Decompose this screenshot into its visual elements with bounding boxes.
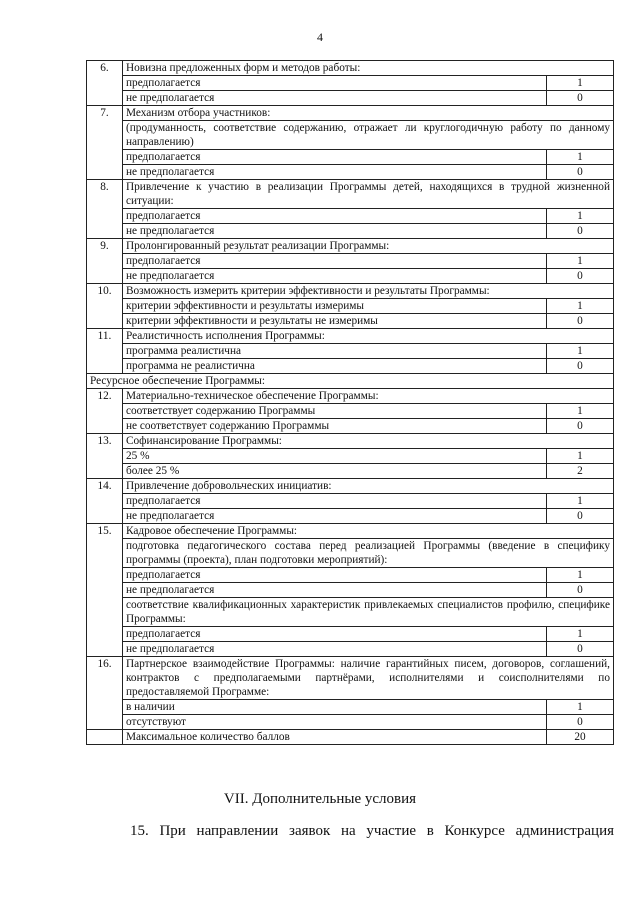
table-row [87, 434, 614, 449]
criterion-number: 8. [87, 180, 123, 239]
table-row [87, 91, 614, 106]
option-score: 1 [547, 700, 614, 715]
option-label: предполагается [123, 150, 547, 165]
criterion-number: 10. [87, 284, 123, 329]
total-score: 20 [547, 730, 614, 745]
option-score: 0 [547, 642, 614, 657]
table-row [87, 254, 614, 269]
total-label: Максимальное количество баллов [123, 730, 547, 745]
criterion-title: Партнерское взаимодействие Программы: наличие гарантийных писем, договоров, соглашений, контрактов с предполагаемыми партнёрами, исполнителями и соисполнителями по предоставляемой Программе: [123, 657, 614, 700]
option-score: 1 [547, 568, 614, 583]
section-title: Ресурсное обеспечение Программы: [87, 374, 614, 389]
option-score: 0 [547, 165, 614, 180]
criterion-description: подготовка педагогического состава перед реализацией Программы (введение в специфику программы (проекта), план подготовки мероприятий): [123, 539, 614, 568]
table-row [87, 419, 614, 434]
criterion-description: соответствие квалификационных характеристик привлекаемых специалистов профилю, специфике Программы: [123, 598, 614, 627]
criterion-title: Привлечение к участию в реализации Программы детей, находящихся в трудной жизненной ситуации: [123, 180, 614, 209]
table-row [87, 479, 614, 494]
criterion-number: 6. [87, 61, 123, 106]
criterion-title: Кадровое обеспечение Программы: [123, 524, 614, 539]
table-row [87, 106, 614, 121]
table-row [87, 598, 614, 627]
option-label: не предполагается [123, 642, 547, 657]
table-row [87, 642, 614, 657]
option-label: предполагается [123, 494, 547, 509]
criterion-number: 9. [87, 239, 123, 284]
option-score: 0 [547, 419, 614, 434]
option-score: 1 [547, 344, 614, 359]
option-score: 0 [547, 359, 614, 374]
table-row [87, 568, 614, 583]
table-row [87, 314, 614, 329]
option-label: 25 % [123, 449, 547, 464]
option-label: предполагается [123, 568, 547, 583]
table-row [87, 657, 614, 700]
table-row [87, 700, 614, 715]
option-label: не предполагается [123, 269, 547, 284]
option-label: отсутствуют [123, 715, 547, 730]
table-row [87, 715, 614, 730]
table-row [87, 224, 614, 239]
table-row [87, 464, 614, 479]
criterion-number: 16. [87, 657, 123, 730]
option-label: критерии эффективности и результаты не измеримы [123, 314, 547, 329]
table-row [87, 627, 614, 642]
table-row [87, 583, 614, 598]
criterion-title: Новизна предложенных форм и методов работы: [123, 61, 614, 76]
criterion-number: 13. [87, 434, 123, 479]
table-row [87, 76, 614, 91]
criterion-title: Материально-техническое обеспечение Программы: [123, 389, 614, 404]
option-label: не предполагается [123, 583, 547, 598]
option-label: программа не реалистична [123, 359, 547, 374]
option-label: более 25 % [123, 464, 547, 479]
option-label: программа реалистична [123, 344, 547, 359]
option-label: не предполагается [123, 224, 547, 239]
criterion-title: Привлечение добровольческих инициатив: [123, 479, 614, 494]
criterion-title: Пролонгированный результат реализации Программы: [123, 239, 614, 254]
total-row [87, 730, 614, 745]
option-score: 0 [547, 269, 614, 284]
option-score: 0 [547, 715, 614, 730]
table-row [87, 359, 614, 374]
option-score: 0 [547, 314, 614, 329]
section-heading: VII. Дополнительные условия [223, 791, 417, 807]
option-score: 1 [547, 209, 614, 224]
table-row [87, 165, 614, 180]
table-row [87, 494, 614, 509]
paragraph-text: 15. При направлении заявок на участие в Конкурсе администрация [130, 823, 614, 839]
table-row [87, 239, 614, 254]
option-score: 1 [547, 404, 614, 419]
criterion-number: 12. [87, 389, 123, 434]
table-row [87, 150, 614, 165]
option-score: 2 [547, 464, 614, 479]
option-label: не предполагается [123, 509, 547, 524]
option-score: 0 [547, 509, 614, 524]
option-label: в наличии [123, 700, 547, 715]
section-row [87, 374, 614, 389]
criterion-title: Софинансирование Программы: [123, 434, 614, 449]
option-score: 1 [547, 627, 614, 642]
option-label: предполагается [123, 254, 547, 269]
option-score: 0 [547, 91, 614, 106]
table-row [87, 524, 614, 539]
table-row [87, 449, 614, 464]
option-label: предполагается [123, 627, 547, 642]
criteria-table [86, 60, 614, 745]
table-row [87, 344, 614, 359]
option-label: не предполагается [123, 165, 547, 180]
option-score: 1 [547, 76, 614, 91]
option-score: 0 [547, 224, 614, 239]
criterion-description: (продуманность, соответствие содержанию, отражает ли круглогодичную работу по данному направлению) [123, 121, 614, 150]
table-row [87, 284, 614, 299]
table-row [87, 61, 614, 76]
criterion-title: Реалистичность исполнения Программы: [123, 329, 614, 344]
page-number: 4 [317, 30, 323, 44]
table-row [87, 209, 614, 224]
table-row [87, 121, 614, 150]
option-score: 1 [547, 449, 614, 464]
table-row [87, 404, 614, 419]
option-label: критерии эффективности и результаты измеримы [123, 299, 547, 314]
option-label: предполагается [123, 209, 547, 224]
option-label: соответствует содержанию Программы [123, 404, 547, 419]
table-row [87, 539, 614, 568]
criterion-number: 15. [87, 524, 123, 657]
criterion-title: Возможность измерить критерии эффективности и результаты Программы: [123, 284, 614, 299]
option-score: 1 [547, 254, 614, 269]
criterion-number: 11. [87, 329, 123, 374]
option-score: 0 [547, 583, 614, 598]
option-label: предполагается [123, 76, 547, 91]
table-row [87, 329, 614, 344]
table-row [87, 299, 614, 314]
table-row [87, 389, 614, 404]
criterion-number: 7. [87, 106, 123, 180]
table-row [87, 180, 614, 209]
option-score: 1 [547, 299, 614, 314]
table-row [87, 509, 614, 524]
criterion-number: 14. [87, 479, 123, 524]
option-score: 1 [547, 494, 614, 509]
table-row [87, 269, 614, 284]
option-score: 1 [547, 150, 614, 165]
option-label: не соответствует содержанию Программы [123, 419, 547, 434]
option-label: не предполагается [123, 91, 547, 106]
criterion-title: Механизм отбора участников: [123, 106, 614, 121]
total-number-cell [87, 730, 123, 745]
